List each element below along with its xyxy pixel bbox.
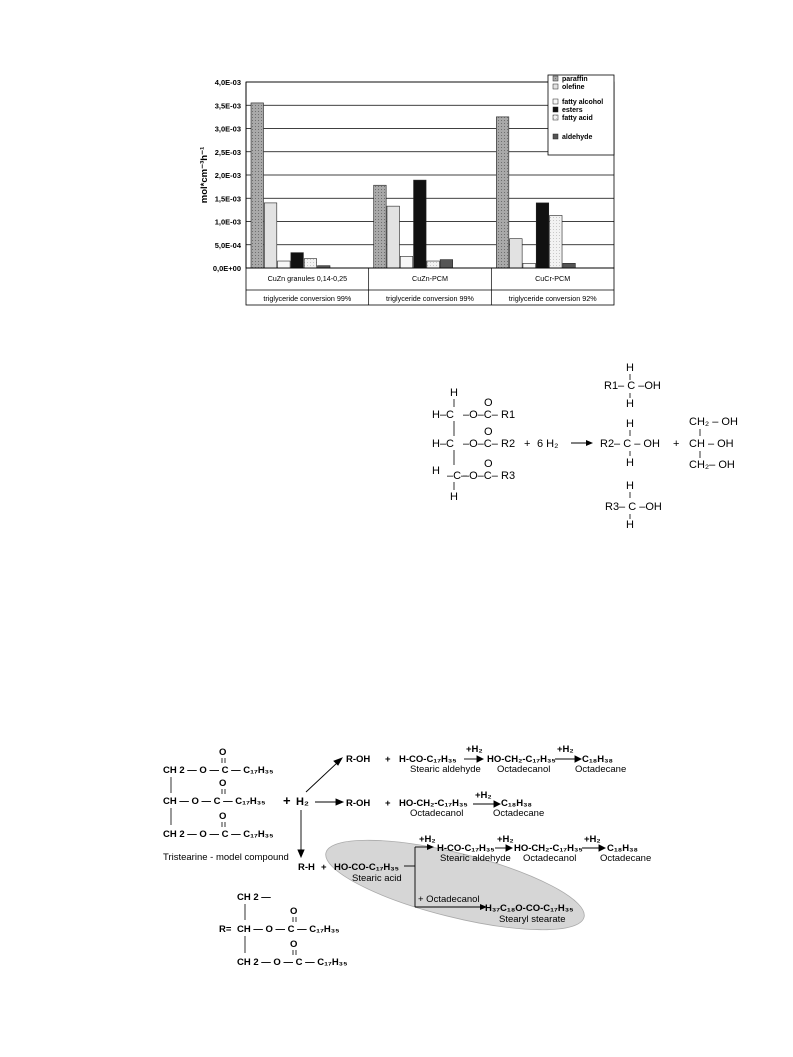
legend-swatch: [553, 134, 558, 139]
carbonyl-o: O: [219, 811, 227, 822]
stearyl-stearate-label: Stearyl stearate: [499, 914, 566, 925]
bar-fatty-acid-3: [550, 215, 563, 268]
r-def-line-3: CH 2 — O — C — C₁₇H₃₅: [237, 957, 348, 968]
y-tick-label: 1,5E-03: [214, 194, 241, 204]
octadecanol-label: Octadecanol: [497, 764, 551, 775]
y-tick-label: 4,0E-03: [214, 78, 241, 87]
alcohol-r1: [604, 362, 661, 410]
bar-esters-2: [414, 180, 427, 268]
plus-sign: +: [283, 793, 291, 808]
carbonyl-o: O: [219, 778, 227, 789]
model-compound-label: Tristearine - model compound: [163, 852, 289, 863]
bar-olefine-2: [387, 206, 400, 268]
bar-fatty-alcohol-3: [523, 263, 536, 268]
atom-hc: H–C: [432, 409, 455, 421]
y-tick-label: 1,0E-03: [214, 217, 241, 227]
category-label: CuCr-PCM: [535, 274, 571, 283]
r-oh-product: R-OH: [346, 798, 371, 809]
alcohol-r3: [605, 480, 662, 531]
bar-olefine-3: [510, 239, 522, 268]
octadecane-formula: C₁₈H₃₈: [607, 843, 638, 854]
atom-o: O: [484, 426, 493, 438]
step-arrow: [464, 756, 483, 762]
y-tick-label: 3,5E-03: [214, 101, 241, 111]
plus-sign: +: [385, 798, 391, 809]
atom-hc: H–C: [432, 438, 455, 450]
bar-fatty-acid-1: [304, 259, 317, 268]
y-tick-label: 2,5E-03: [214, 147, 241, 157]
octadecane-label: Octadecane: [575, 764, 627, 775]
step-arrow: [495, 845, 512, 851]
bar-fatty-alcohol-2: [400, 256, 413, 268]
triglyceride-structure: [432, 387, 515, 503]
legend-swatch: [553, 84, 558, 89]
bar-aldehyde-3: [563, 263, 576, 268]
r-h-product: R-H: [298, 862, 315, 873]
legend-label: fatty acid: [562, 115, 593, 122]
alcohol-r2: [600, 418, 660, 469]
r-group-definition: [219, 892, 347, 968]
svg-text:H: H: [626, 362, 634, 374]
stearic-aldehyde-label: Stearic aldehyde: [410, 764, 481, 775]
svg-text:H: H: [626, 457, 634, 469]
y-tick-label: 2,0E-03: [214, 171, 241, 180]
glycerol-line-1: CH₂ – OH: [689, 416, 738, 428]
legend-swatch: [553, 107, 558, 112]
triglyceride-hydrogenation-scheme: [0, 350, 793, 540]
plus-sign: +: [321, 862, 327, 873]
bar-esters-1: [291, 253, 304, 268]
glycerol-line-2: CH – OH: [689, 438, 734, 450]
svg-text:H: H: [626, 519, 634, 531]
legend-label: fatty alcohol: [562, 99, 604, 106]
tristearine-line-3: CH 2 — O — C — C₁₇H₃₅: [163, 829, 274, 840]
stearic-aldehyde-formula: H-CO-C₁₇H₃₅: [437, 843, 495, 854]
legend-swatch: [553, 76, 558, 81]
plus-octadecanol-label: + Octadecanol: [418, 894, 480, 905]
legend-swatch: [553, 115, 558, 120]
group-r2: R2: [501, 438, 516, 450]
glycerol-line-3: CH₂– OH: [689, 459, 735, 471]
octadecane-label: Octadecane: [600, 853, 652, 864]
y-tick-label: 3,0E-03: [214, 124, 241, 134]
category-sublabel: triglyceride conversion 99%: [263, 294, 352, 303]
hydrogen-reagent: 6 H₂: [537, 438, 559, 450]
ester-link-3b: –O–C–: [463, 470, 498, 482]
stearic-acid-formula: HO-CO-C₁₇H₃₅: [334, 862, 400, 873]
category-label: CuZn granules 0,14-0,25: [267, 274, 348, 283]
bar-paraffin-2: [374, 185, 387, 268]
plus-sign: +: [524, 438, 531, 450]
category-sublabel: triglyceride conversion 92%: [508, 294, 597, 303]
chart-legend: [548, 75, 614, 155]
carbonyl-o: O: [290, 939, 298, 950]
legend-label: esters: [562, 107, 583, 114]
tristearine-line-2: CH — O — C — C₁₇H₃₅: [163, 796, 266, 807]
tristearine-reaction-scheme: [0, 735, 793, 995]
plus-sign: +: [673, 438, 680, 450]
octadecanol-label: Octadecanol: [523, 853, 577, 864]
y-tick-label: 0,0E+00: [212, 264, 241, 273]
legend-swatch: [553, 99, 558, 104]
alcohol-r3-formula: R3– C –OH: [605, 501, 662, 513]
ester-link-3: –C–: [447, 470, 468, 482]
step-arrow: [582, 845, 605, 851]
svg-text:H: H: [626, 398, 634, 410]
octadecanol-formula: HO-CH₂-C₁₇H₃₅: [399, 798, 468, 809]
ester-link-1: –O–C–: [463, 409, 498, 421]
hydrogen-step: +H₂: [557, 744, 574, 755]
r-equals: R=: [219, 924, 232, 935]
atom-h: H: [450, 387, 458, 399]
bar-paraffin-1: [251, 103, 264, 268]
r-def-line-1: CH 2 —: [237, 892, 271, 903]
octadecanol-label: Octadecanol: [410, 808, 464, 819]
glycerol: [689, 416, 738, 471]
category-label: CuZn-PCM: [412, 274, 448, 283]
legend-label: olefine: [562, 84, 585, 91]
svg-text:H: H: [626, 418, 634, 430]
group-r3: R3: [501, 470, 516, 482]
highlight-ellipse: [318, 822, 592, 948]
octadecane-label: Octadecane: [493, 808, 545, 819]
y-axis-label: mol*cm⁻³h⁻¹: [199, 146, 210, 204]
bar-fatty-acid-2: [427, 261, 440, 268]
legend-label: paraffin: [562, 76, 588, 83]
bar-fatty-alcohol-1: [278, 261, 291, 268]
hydrogen-step: +H₂: [466, 744, 483, 755]
category-sublabel: triglyceride conversion 99%: [386, 294, 474, 303]
y-axis-ticks: [213, 78, 242, 273]
octadecanol-formula: HO-CH₂-C₁₇H₃₅: [514, 843, 583, 854]
stearic-aldehyde-label: Stearic aldehyde: [440, 853, 511, 864]
carbonyl-o: O: [219, 747, 227, 758]
hydrogen-step: +H₂: [497, 834, 514, 845]
plus-sign: +: [385, 754, 391, 765]
hydrogen-step: +H₂: [475, 790, 492, 801]
r-oh-product: R-OH: [346, 754, 371, 765]
octadecane-formula: C₁₈H₃₈: [501, 798, 532, 809]
carbonyl-o: O: [290, 906, 298, 917]
atom-h: H: [432, 465, 440, 477]
step-arrow: [555, 756, 581, 762]
bar-olefine-1: [264, 203, 277, 268]
stearic-acid-label: Stearic acid: [352, 873, 402, 884]
bar-chart: [0, 0, 793, 320]
svg-text:H: H: [626, 480, 634, 492]
step-arrow: [473, 801, 500, 807]
r-def-line-2: CH — O — C — C₁₇H₃₅: [237, 924, 340, 935]
bar-esters-3: [536, 203, 549, 268]
y-tick-label: 5,0E-04: [214, 240, 241, 250]
atom-o: O: [484, 458, 493, 470]
atom-h: H: [450, 491, 458, 503]
bar-aldehyde-2: [440, 260, 453, 268]
alcohol-r2-formula: R2– C – OH: [600, 438, 660, 450]
stearyl-stearate-formula: H₃₇C₁₈O-CO-C₁₇H₃₅: [485, 903, 574, 914]
hydrogen-step: +H₂: [584, 834, 601, 845]
alcohol-r1-formula: R1– C –OH: [604, 380, 661, 392]
octadecanol-formula: HO-CH₂-C₁₇H₃₅: [487, 754, 556, 765]
ester-link-2: –O–C–: [463, 438, 498, 450]
stearic-aldehyde-formula: H-CO-C₁₇H₃₅: [399, 754, 457, 765]
octadecane-formula: C₁₈H₃₈: [582, 754, 613, 765]
bar-paraffin-3: [496, 117, 509, 268]
tristearine-structure: [163, 747, 289, 863]
tristearine-line-1: CH 2 — O — C — C₁₇H₃₅: [163, 765, 274, 776]
group-r1: R1: [501, 409, 516, 421]
atom-o: O: [484, 397, 493, 409]
hydrogen-step: +H₂: [419, 834, 436, 845]
hydrogen-reagent: H₂: [296, 796, 309, 808]
legend-label: aldehyde: [562, 134, 593, 141]
reaction-arrow: [571, 440, 593, 446]
category-axis: [246, 268, 614, 305]
